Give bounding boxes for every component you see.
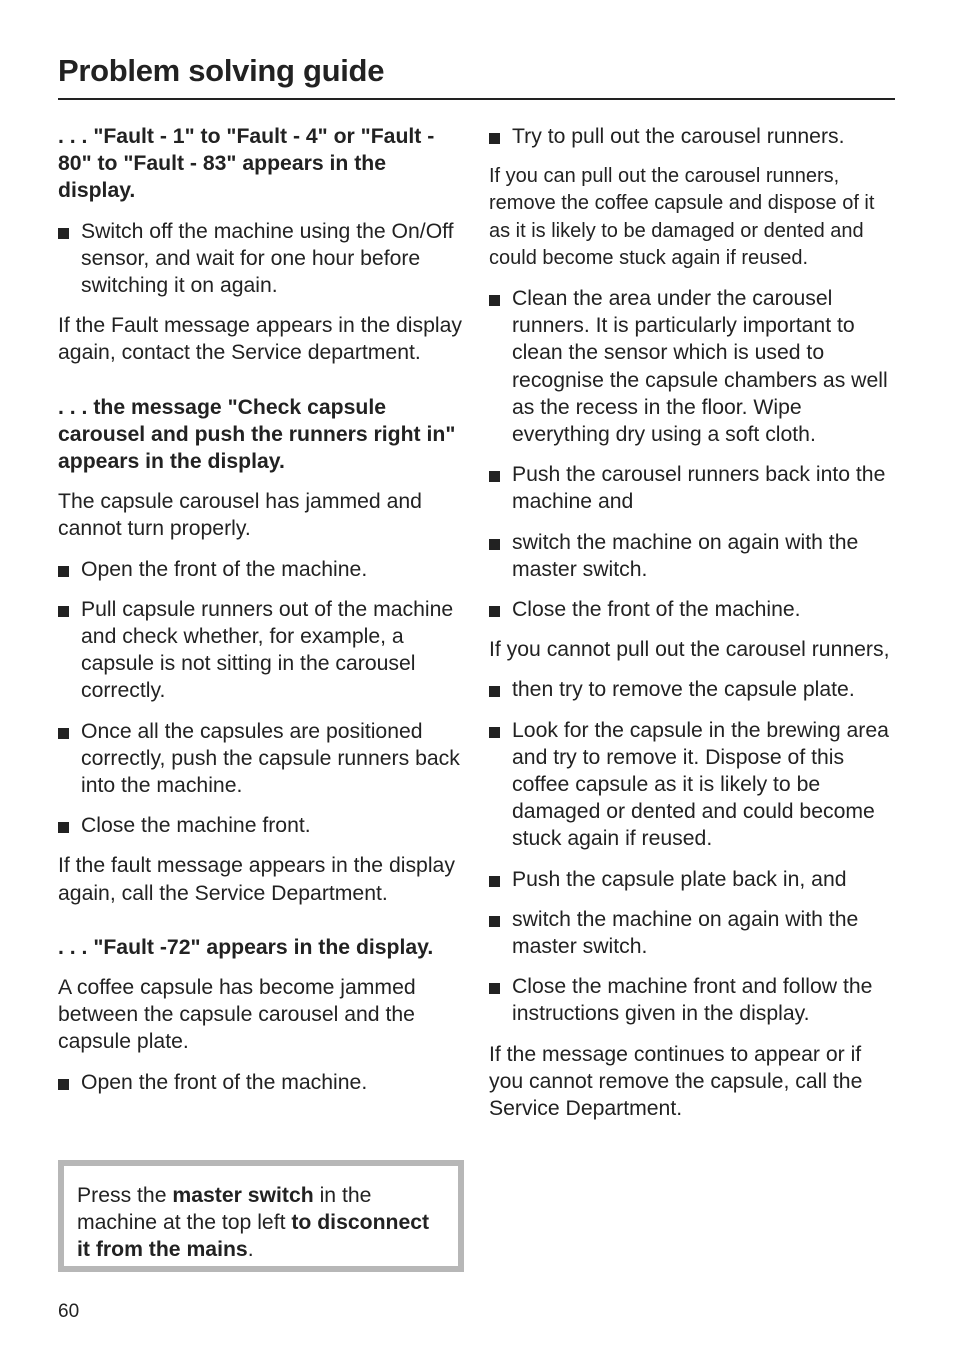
list-item: switch the machine on again with the master switch.	[489, 906, 897, 960]
section-heading-fault-72: . . . "Fault -72" appears in the display.	[58, 935, 434, 959]
warning-text	[77, 1182, 447, 1264]
list-item: Push the capsule plate back in, and	[489, 866, 897, 893]
list-item: Close the machine front.	[58, 812, 466, 839]
paragraph: If the Fault message appears in the display again, contact the Service department.	[58, 314, 462, 365]
list-item: Once all the capsules are positioned correctly, push the capsule runners back into the machine.	[58, 718, 466, 800]
list-item: Open the front of the machine.	[58, 556, 466, 583]
list-item: Clean the area under the carousel runners. It is particularly important to clean the sensor which is used to recognise the capsule chambers as well as the recess in the floor. Wipe everything dry using a soft cloth.	[489, 285, 897, 448]
paragraph: If the message continues to appear or if you cannot remove the capsule, call the Service Department.	[489, 1042, 863, 1121]
warning-text-part: in the machine at the top left	[77, 1184, 372, 1235]
title-divider	[58, 98, 895, 100]
list-item: Switch off the machine using the On/Off sensor, and wait for one hour before switching it on again.	[58, 218, 466, 300]
section-heading-fault-1-4: . . . "Fault - 1" to "Fault - 4" or "Fault - 80" to "Fault - 83" appears in the display.	[58, 125, 435, 203]
warning-bold-master-switch: master switch	[172, 1184, 314, 1207]
section-heading-check-carousel: . . . the message "Check capsule carousel and push the runners right in" appears in the display.	[58, 395, 456, 474]
list-item: Look for the capsule in the brewing area and try to remove it. Dispose of this coffee capsule as it is likely to be damaged or dented and could become stuck again if reused.	[489, 717, 897, 853]
warning-bold-disconnect: to disconnect it from the mains	[77, 1211, 430, 1262]
warning-text-part: Press the	[77, 1184, 173, 1207]
list-item: switch the machine on again with the master switch.	[489, 529, 897, 583]
paragraph: A coffee capsule has become jammed between the capsule carousel and the capsule plate.	[58, 976, 416, 1054]
paragraph: If the fault message appears in the display again, call the Service Department.	[58, 854, 455, 905]
list-item: Open the front of the machine.	[58, 1069, 466, 1096]
list-item: Push the carousel runners back into the machine and	[489, 461, 897, 515]
warning-box	[58, 1160, 464, 1272]
page-number: 60	[58, 1301, 80, 1322]
list-item: Pull capsule runners out of the machine and check whether, for example, a capsule is not sitting in the carousel correctly.	[58, 596, 466, 705]
list-item: Try to pull out the carousel runners.	[489, 123, 897, 150]
left-column	[58, 123, 466, 1096]
page-title: Problem solving guide	[58, 53, 385, 88]
paragraph: If you can pull out the carousel runners, remove the coffee capsule and dispose of it as it is likely to be damaged or dented and could become stuck again if reused.	[489, 165, 875, 269]
list-item: then try to remove the capsule plate.	[489, 676, 897, 703]
paragraph: If you cannot pull out the carousel runners,	[489, 638, 890, 662]
paragraph: The capsule carousel has jammed and cannot turn properly.	[58, 490, 422, 541]
warning-text-part: .	[247, 1238, 254, 1262]
page-header	[58, 52, 895, 90]
right-column	[489, 123, 897, 1122]
list-item: Close the machine front and follow the instructions given in the display.	[489, 973, 897, 1027]
list-item: Close the front of the machine.	[489, 596, 897, 623]
